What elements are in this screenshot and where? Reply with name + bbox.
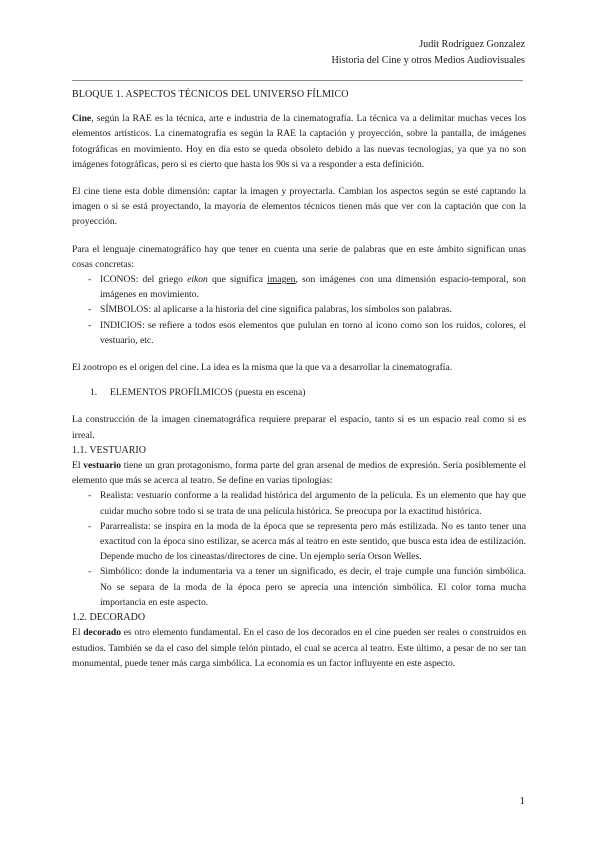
dash-marker: -: [88, 304, 92, 316]
list-item-indicios: - INDICIOS: se refiere a todos esos elementos que pululan en torno al icono como son los ruidos, colores, el vestuario, etc.: [88, 319, 526, 346]
list-vestuario-types: [72, 488, 526, 610]
block-title: BLOQUE 1. ASPECTOS TÉCNICOS DEL UNIVERSO FÍLMICO: [72, 89, 349, 100]
dash-marker: -: [88, 490, 92, 502]
dash-marker: -: [88, 319, 92, 331]
paragraph-vestuario: El vestuario tiene un gran protagonismo, forma parte del gran arsenal de medios de expresión. Sería posiblemente el elemento que más se acerca al teatro. Se define en varias tipologías:: [72, 460, 526, 487]
header-rule: [72, 80, 523, 81]
paragraph-cine-definition: Cine, según la RAE es la técnica, arte e industria de la cinematografía. La técnica va a delimitar muchas veces los elementos artísticos. La cinematografía es según la RAE la captación y proyección, sobre la pantalla, de imágenes fotográficas en movimiento. Hoy en día esto se queda obsoleto debido a las nuevas tecnologías, ya que ya no son imágenes fotográficas, pero si es cierto que hasta los 90s si va a responder a esta definición.: [72, 113, 526, 170]
page-header: [331, 37, 525, 69]
document-body: [72, 87, 526, 671]
header-course: Historia del Cine y otros Medios Audiovisuales: [331, 55, 525, 66]
header-author: Judit Rodríguez Gonzalez: [419, 39, 525, 50]
list-concepts: [72, 272, 526, 348]
dash-marker: -: [88, 566, 92, 578]
paragraph-language-intro: Para el lenguaje cinematográfico hay que tener en cuenta una serie de palabras que en este ámbito significan unas cosas concretas:: [72, 243, 526, 270]
subsection-title-decorado: 1.2. DECORADO: [72, 612, 146, 624]
subsection-title-vestuario: 1.1. VESTUARIO: [72, 444, 146, 456]
list-item-iconos: - ICONOS: del griego eikon que significa imagen, son imágenes con una dimensión espacio-temporal, son imágenes en movimiento.: [88, 274, 526, 301]
list-item-simbolico: - Simbólico: donde la indumentaria va a tener un significado, es decir, el traje cumple una función simbólica. No se separa de la moda de la época pero se aprecia una intención simbólica. El color toma mucha importancia en este aspecto.: [88, 566, 526, 608]
page-number: 1: [519, 795, 525, 807]
list-item-pararrealista: - Pararrealista: se inspira en la moda de la época que se representa pero más estilizada. No es tanto tener una exactitud con la época sino estilizar, se acerca más al teatro en este sentido, que busca esta idea de estilización. Depende mucho de los cineastas/directores de cine. Un ejemplo sería Orson Welles.: [88, 520, 526, 563]
paragraph-double-dimension: El cine tiene esta doble dimensión: captar la imagen y proyectarla. Cambian los aspectos según se esté captando la imagen o si se está proyectando, la mayoría de elementos técnicos tienen más que ver con la captación que con la proyección.: [72, 186, 526, 228]
paragraph-construccion: La construcción de la imagen cinematográfica requiere preparar el espacio, tanto si es un espacio real como si es irreal.: [72, 414, 526, 441]
term-cine: Cine: [72, 113, 92, 125]
list-item-simbolos: - SÍMBOLOS: al aplicarse a la historia del cine significa palabras, los símbolos son palabras.: [100, 302, 526, 317]
paragraph-zootropo: El zootropo es el origen del cine. La idea es la misma que la que va a desarrollar la cinematografía.: [72, 362, 453, 374]
dash-marker: -: [88, 520, 92, 532]
list-item-realista: - Realista: vestuario conforme a la realidad histórica del argumento de la película. Es un elemento que hay que cuidar mucho sobre todo si se trata de una película histórica. Se preocupa por la exactitud histórica.: [88, 490, 526, 517]
section-heading-profilmicos: 1. ELEMENTOS PROFÍLMICOS (puesta en escena): [90, 387, 306, 399]
dash-marker: -: [88, 274, 92, 286]
paragraph-decorado: El decorado es otro elemento fundamental. En el caso de los decorados en el cine pueden ser reales o construidos en estudios. También se da el caso del simple telón pintado, el cual se acerca al teatro. Este último, a pesar de no ser tan monumental, puede tener más carga simbólica. La economía es un factor influyente en este aspecto.: [72, 627, 526, 669]
underlined-word: imagen: [267, 274, 296, 286]
